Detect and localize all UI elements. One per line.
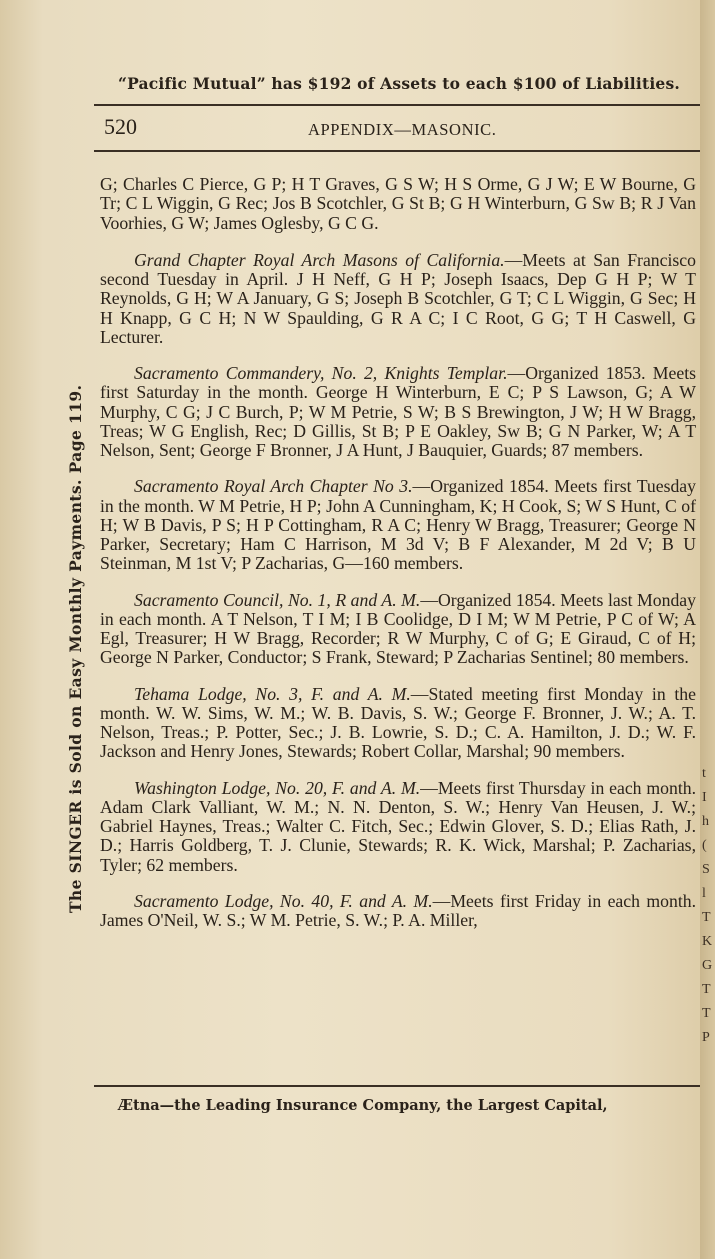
- top-advertisement: “Pacific Mutual” has $192 of Assets to each $100 of Liabilities.: [118, 74, 681, 93]
- paragraph-text: —Meets at San Francisco second Tuesday in April. J H Neff, G H P; Joseph Isaacs, Dep G H P; W T Reynolds, G H; W A January, G S; Joseph B Scotchler, G T; C L Wiggin, G Sec; H H Knapp, G C H; N W Spaulding, G R A C; I C Root, G G; T H Caswell, G Lecturer.: [100, 249, 696, 347]
- body-text: [100, 175, 696, 947]
- page-number: 520: [104, 114, 137, 139]
- edge-letter: P: [702, 1030, 710, 1045]
- paragraph-title: Washington Lodge, No. 20, F. and A. M.: [134, 777, 421, 798]
- paragraph-title: Sacramento Council, No. 1, R and A. M.: [134, 589, 421, 610]
- paragraph-text: —Organized 1853. Meets first Saturday in the month. George H Winterburn, E C; P S Lawson, G; A W Murphy, C G; J C Burch, P; W M Petrie, S W; B S Brewington, J W; H W Bragg, Treas; W G English, Rec; D Gillis, St B; P E Oakley, Sw B; G N Parker, W; A T Nelson, Sent; George F Bronner, J A Hunt, J Bauquier, Guards; 87 members.: [100, 363, 696, 460]
- edge-letter: t: [702, 766, 706, 781]
- adjacent-page-edge: [700, 0, 715, 1259]
- header-rule: [94, 104, 700, 106]
- running-title: APPENDIX—MASONIC.: [308, 120, 497, 139]
- paragraph-text: —Stated meeting first Monday in the month. W. W. Sims, W. M.; W. B. Davis, S. W.; George F. Bronner, J. W.; A. T. Nelson, Treas.; P. Potter, Sec.; J. B. Lowrie, S. D.; C. A. Hamilton, J. D.; W. F. Jackson and Henry Jones, Stewards; Robert Collar, Marshal; 90 members.: [100, 683, 696, 762]
- header-underline-rule: [94, 150, 700, 152]
- paragraph-washington-lodge: [100, 779, 696, 875]
- edge-letter: G: [702, 958, 713, 973]
- paragraph-council: [100, 591, 696, 668]
- side-advertisement: The SINGER is Sold on Easy Monthly Payments. Page 119.: [66, 384, 85, 913]
- bottom-advertisement: Ætna—the Leading Insurance Company, the Largest Capital,: [118, 1097, 608, 1114]
- paragraph-text: —Organized 1854. Meets first Tuesday in the month. W M Petrie, H P; John A Cunningham, K; H Cook, S; W S Hunt, C of H; W B Davis, P S; H P Cottingham, R A C; Henry W Bragg, Treasurer; George N Parker, Secretary; Ham C Harrison, M 3d V; B F Alexander, M 2d V; B U Steinman, M 1st V; P Zacharias, G—160 members.: [100, 476, 696, 574]
- edge-letter: T: [702, 1006, 711, 1021]
- edge-letter: T: [702, 910, 711, 925]
- paragraph-title: Sacramento Commandery, No. 2, Knights Templar.: [134, 363, 508, 383]
- paragraph-grand-chapter: [100, 251, 696, 347]
- paragraph-commandery: [100, 364, 696, 460]
- paragraph-royal-arch-chapter: [100, 477, 696, 573]
- paragraph-text: —Meets first Thursday in each month. Adam Clark Valliant, W. M.; N. N. Denton, S. W.; Henry Van Heusen, J. W.; Gabriel Haynes, Treas.; Walter C. Fitch, Sec.; Edwin Glover, S. D.; Elias Rath, J. D.; Harris Goldberg, T. J. Clunie, Stewards; R. K. Wick, Marshal; P. Zacharias, Tyler; 62 members.: [100, 777, 696, 875]
- paragraph-title: Tehama Lodge, No. 3, F. and A. M.: [134, 683, 411, 704]
- paragraph-tehama-lodge: [100, 685, 696, 762]
- adjacent-page-letters: [702, 762, 715, 1050]
- paragraph-title: Sacramento Lodge, No. 40, F. and A. M.: [134, 890, 433, 911]
- paragraph-text: —Meets first Friday in each month. James O'Neil, W. S.; W M. Petrie, S. W.; P. A. Miller,: [100, 890, 696, 930]
- paragraph-text: —Organized 1854. Meets last Monday in each month. A T Nelson, T I M; I B Coolidge, D I M; W M Petrie, P C of W; A Egl, Treasurer; H W Bragg, Recorder; R W Murphy, C of G; E Giraud, C of H; George N Parker, Conductor; S Frank, Steward; P Zacharias Sentinel; 80 members.: [100, 589, 696, 668]
- edge-letter: K: [702, 934, 713, 949]
- paragraph-title: Sacramento Royal Arch Chapter No 3.: [134, 476, 413, 497]
- edge-letter: I: [702, 790, 707, 805]
- edge-letter: S: [702, 862, 710, 877]
- edge-letter: h: [702, 814, 709, 829]
- paragraph-title: Grand Chapter Royal Arch Masons of California.: [134, 249, 505, 270]
- paragraph-text: G; Charles C Pierce, G P; H T Graves, G S W; H S Orme, G J W; E W Bourne, G Tr; C L Wiggin, G Rec; Jos B Scotchler, G St B; G H Winterburn, G Sw B; R J Van Voorhies, G W; James Oglesby, G C G.: [100, 174, 696, 233]
- edge-letter: T: [702, 982, 711, 997]
- edge-letter: l: [702, 886, 706, 901]
- paragraph-sacramento-lodge: [100, 892, 696, 931]
- edge-letter: (: [702, 838, 707, 853]
- footer-rule: [94, 1085, 700, 1087]
- paragraph-continued: [100, 175, 696, 233]
